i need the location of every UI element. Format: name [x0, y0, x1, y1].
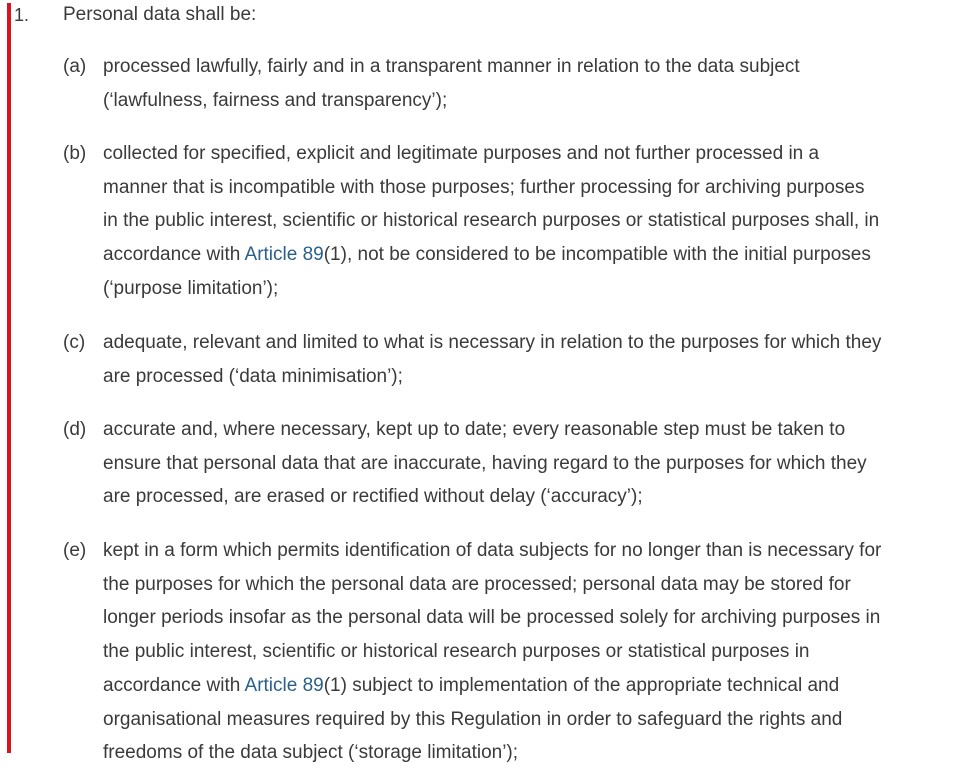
item-text: processed lawfully, fairly and in a transparent manner in relation to the data subject (‘lawfulness, fairness and transparency’);: [103, 56, 800, 111]
article-89-link[interactable]: Article 89: [244, 674, 324, 696]
item-label: (e): [63, 540, 87, 561]
list-item-a: [63, 50, 883, 117]
list-item-c: [63, 326, 883, 393]
paragraph-intro: Personal data shall be:: [63, 4, 257, 25]
item-text-cont: (1), not be considered to be incompatible with the initial purposes (‘purpose limitation’);: [103, 244, 871, 299]
item-label: (c): [63, 332, 86, 353]
item-text: collected for specified, explicit and legitimate purposes and not further processed in a manner that is incompatible with those purposes; further processing for archiving purposes in the public interest, scientific or historical research purposes or statistical purposes shall, in accordance with: [103, 143, 880, 266]
item-text: kept in a form which permits identification of data subjects for no longer than is necessary for the purposes for which the personal data are processed; personal data may be stored for longer periods insofar as the personal data will be processed solely for archiving purposes in the public interest, scientific or historical research purposes or statistical purposes in accordance with: [103, 540, 882, 696]
list-item-e: [63, 534, 883, 770]
item-label: (a): [63, 56, 87, 77]
item-text: adequate, relevant and limited to what is necessary in relation to the purposes for which they are processed (‘data minimisation’);: [103, 332, 882, 387]
item-text-cont: (1) subject to implementation of the appropriate technical and organisational measures required by this Regulation in order to safeguard the rights and freedoms of the data subject (‘storage limitation’);: [103, 674, 843, 764]
list-item-d: [63, 413, 883, 514]
paragraph-number: 1.: [14, 5, 30, 25]
item-text: accurate and, where necessary, kept up to date; every reasonable step must be taken to ensure that personal data that are inaccurate, having regard to the purposes for which they are processed, are erased or rectified without delay (‘accuracy’);: [103, 419, 867, 508]
item-label: (b): [63, 143, 87, 164]
article-89-link[interactable]: Article 89: [244, 244, 324, 266]
red-margin-bar: [7, 3, 11, 753]
item-label: (d): [63, 419, 87, 440]
list-item-b: [63, 137, 883, 306]
